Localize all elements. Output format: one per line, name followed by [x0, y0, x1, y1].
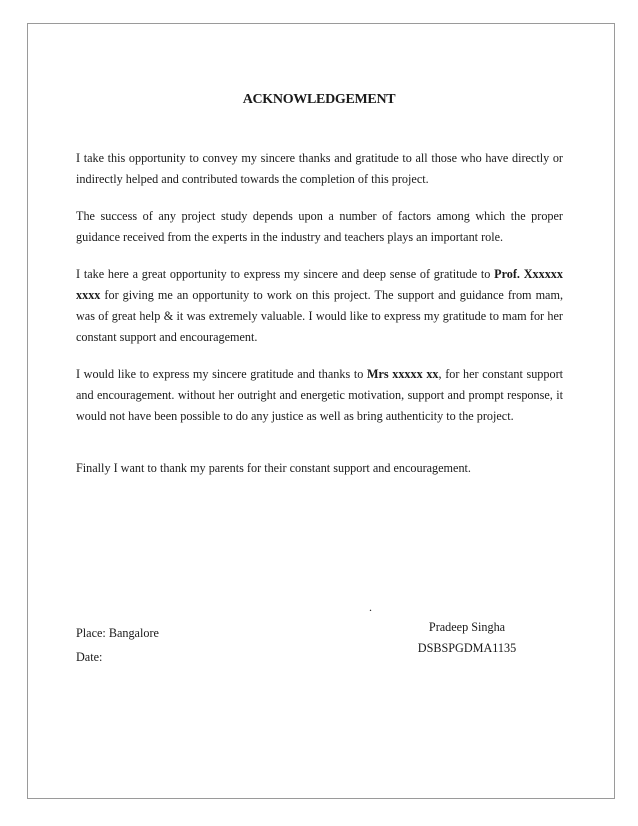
page-title: ACKNOWLEDGEMENT: [242, 92, 396, 107]
stray-dot: .: [369, 600, 372, 614]
paragraph-mentor-text-start: I would like to express my sincere gratitude and thanks to: [76, 367, 367, 381]
author-name: Pradeep Singha: [428, 620, 506, 634]
paragraph-mentor: [76, 364, 563, 427]
paragraph-success: The success of any project study depends upon a number of factors among which the proper guidance received from the experts in the industry and teachers plays an important role.: [76, 209, 563, 244]
paragraph-parents: Finally I want to thank my parents for their constant support and encouragement.: [76, 461, 471, 475]
date-label: Date:: [76, 650, 103, 664]
place-label: Place: Bangalore: [76, 626, 159, 640]
paragraph-professor: [76, 264, 563, 348]
professor-name: Prof. Xxxxxx xxxx: [76, 267, 563, 302]
mentor-name: Mrs xxxxx xx: [366, 367, 439, 381]
registration-number: DSBSPGDMA1135: [417, 641, 517, 655]
paragraph-professor-text-end: for giving me an opportunity to work on this project. The support and guidance from mam, was of great help & it was extremely valuable. I would like to express my gratitude to mam for her constant support and encouragement.: [76, 288, 563, 344]
paragraph-thanks: I take this opportunity to convey my sincere thanks and gratitude to all those who have directly or indirectly helped and contributed towards the completion of this project.: [76, 151, 563, 186]
paragraph-professor-text-start: I take here a great opportunity to express my sincere and deep sense of gratitude to: [76, 267, 495, 281]
paragraph-mentor-text-end: , for her constant support and encouragement. without her outright and energetic motivation, support and prompt response, it would not have been possible to do any justice as well as bring authenticity to the project.: [76, 367, 564, 423]
